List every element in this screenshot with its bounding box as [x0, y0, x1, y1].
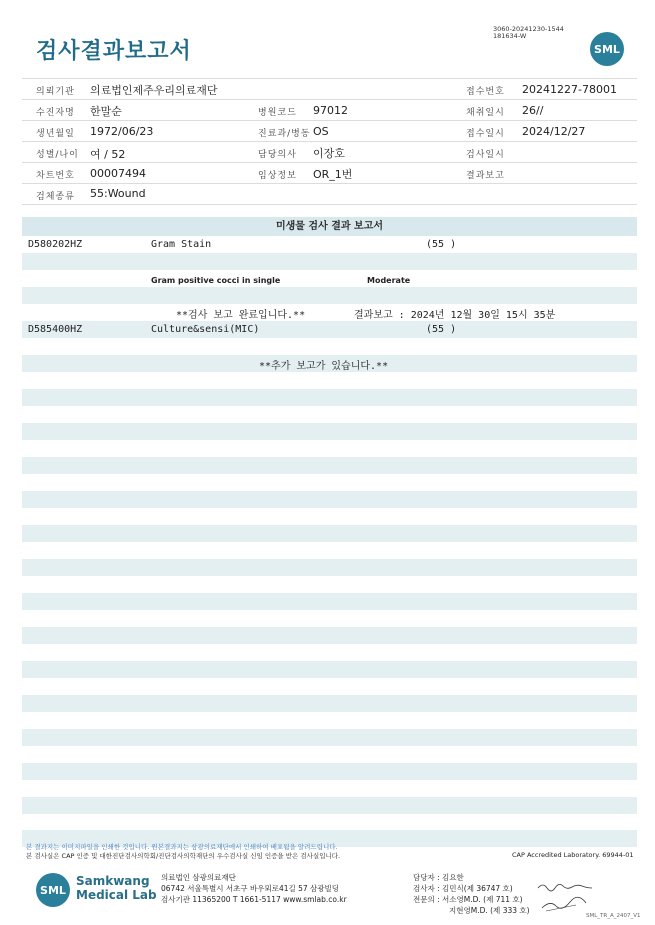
divider — [22, 183, 637, 184]
test-code: D580202HZ — [28, 239, 83, 250]
image-notice: 본 결과지는 이미지파일을 인쇄한 것입니다. 원본결과지는 삼광의료재단에서 인쇄하여 배포됨을 알려드립니다. — [26, 843, 338, 851]
sml-logo: SML — [36, 873, 70, 907]
sml-logo: SML — [590, 32, 624, 66]
stripe — [22, 321, 637, 338]
receipt-date-value: 2024/12/27 — [522, 125, 586, 138]
receipt-no-label: 접수번호 — [466, 87, 505, 97]
divider — [22, 204, 637, 205]
stripe — [22, 729, 637, 746]
dept-label: 진료과/병동 — [258, 129, 311, 139]
form-code: SML_TR_A_2407_V1 — [586, 913, 641, 919]
document-id: 3060-20241230-1544 181634-W — [493, 25, 564, 40]
stripe — [22, 627, 637, 644]
collect-value: 26// — [522, 104, 544, 117]
test-name: Gram Stain — [151, 239, 212, 250]
req-org-value: 의료법인제주우리의료재단 — [90, 84, 218, 97]
specimen-value: 55:Wound — [90, 187, 146, 200]
additional-report-message: **추가 보고가 있습니다.** — [259, 361, 389, 372]
clinical-value: OR_1번 — [313, 168, 353, 181]
stripe — [22, 389, 637, 406]
brand-name: Samkwang Medical Lab — [76, 874, 157, 902]
gram-result: Gram positive cocci in single — [151, 276, 281, 285]
test-name: Culture&sensi(MIC) — [151, 324, 260, 335]
gram-amount: Moderate — [367, 276, 411, 285]
stripe — [22, 661, 637, 678]
complete-message: **검사 보고 완료입니다.** — [176, 310, 306, 321]
receipt-no-value: 20241227-78001 — [522, 83, 617, 96]
test-date-label: 검사일시 — [466, 150, 505, 160]
clinical-label: 임상정보 — [258, 171, 297, 181]
chart-label: 차트번호 — [36, 171, 75, 181]
stripe — [22, 253, 637, 270]
stripe — [22, 695, 637, 712]
stripe — [22, 457, 637, 474]
dob-label: 생년월일 — [36, 129, 75, 139]
report-label: 결과보고 — [466, 171, 505, 181]
chart-value: 00007494 — [90, 167, 146, 180]
stripe — [22, 423, 637, 440]
test-code: D585400HZ — [28, 324, 83, 335]
lab-address: 의료법인 삼광의료재단 06742 서울특별시 서초구 바우뫼로41길 57 삼광빌딩 검사기관 11365200 T 1661-5117 www.smlab.co.kr — [161, 873, 347, 904]
receipt-date-label: 접수일시 — [466, 129, 505, 139]
specimen-code: (55 ) — [426, 239, 457, 250]
doctor-value: 이장호 — [313, 147, 345, 160]
divider — [22, 162, 637, 163]
patient-value: 한말순 — [90, 105, 122, 118]
stripe — [22, 491, 637, 508]
sex-age-value: 여 / 52 — [90, 148, 126, 161]
staff-list: 담당자 : 김요한 검사자 : 김민식(제 36747 호) 전문의 : 서소영M.D. (제 711 호) 지현영M.D. (제 333 호) — [413, 873, 530, 915]
hospital-code-value: 97012 — [313, 104, 348, 117]
doctor-label: 담당의사 — [258, 150, 297, 160]
stripe — [22, 525, 637, 542]
divider — [22, 141, 637, 142]
accreditation-notice: 본 검사실은 CAP 인증 및 대한진단검사의학회/진단검사의학재단의 우수검사실 신임 인증을 받은 검사실입니다. — [26, 852, 341, 860]
section-title: 미생물 검사 결과 보고서 — [22, 217, 637, 236]
specimen-code: (55 ) — [426, 324, 457, 335]
patient-label: 수진자명 — [36, 108, 75, 118]
stripe — [22, 593, 637, 610]
cap-accreditation: CAP Accredited Laboratory. 69944-01 — [512, 851, 634, 859]
stripe — [22, 763, 637, 780]
dept-value: OS — [313, 125, 329, 138]
report-time: 결과보고 : 2024년 12월 30일 15시 35분 — [354, 310, 556, 321]
dob-value: 1972/06/23 — [90, 125, 154, 138]
stripe — [22, 797, 637, 814]
divider — [22, 78, 637, 79]
signature-image — [536, 880, 596, 916]
stripe — [22, 559, 637, 576]
sex-age-label: 성별/나이 — [36, 150, 79, 160]
divider — [22, 99, 637, 100]
divider — [22, 120, 637, 121]
report-title: 검사결과보고서 — [36, 39, 192, 64]
req-org-label: 의뢰기관 — [36, 87, 75, 97]
stripe — [22, 287, 637, 304]
specimen-label: 검체종류 — [36, 192, 75, 202]
collect-label: 채취일시 — [466, 108, 505, 118]
hospital-code-label: 병원코드 — [258, 108, 297, 118]
